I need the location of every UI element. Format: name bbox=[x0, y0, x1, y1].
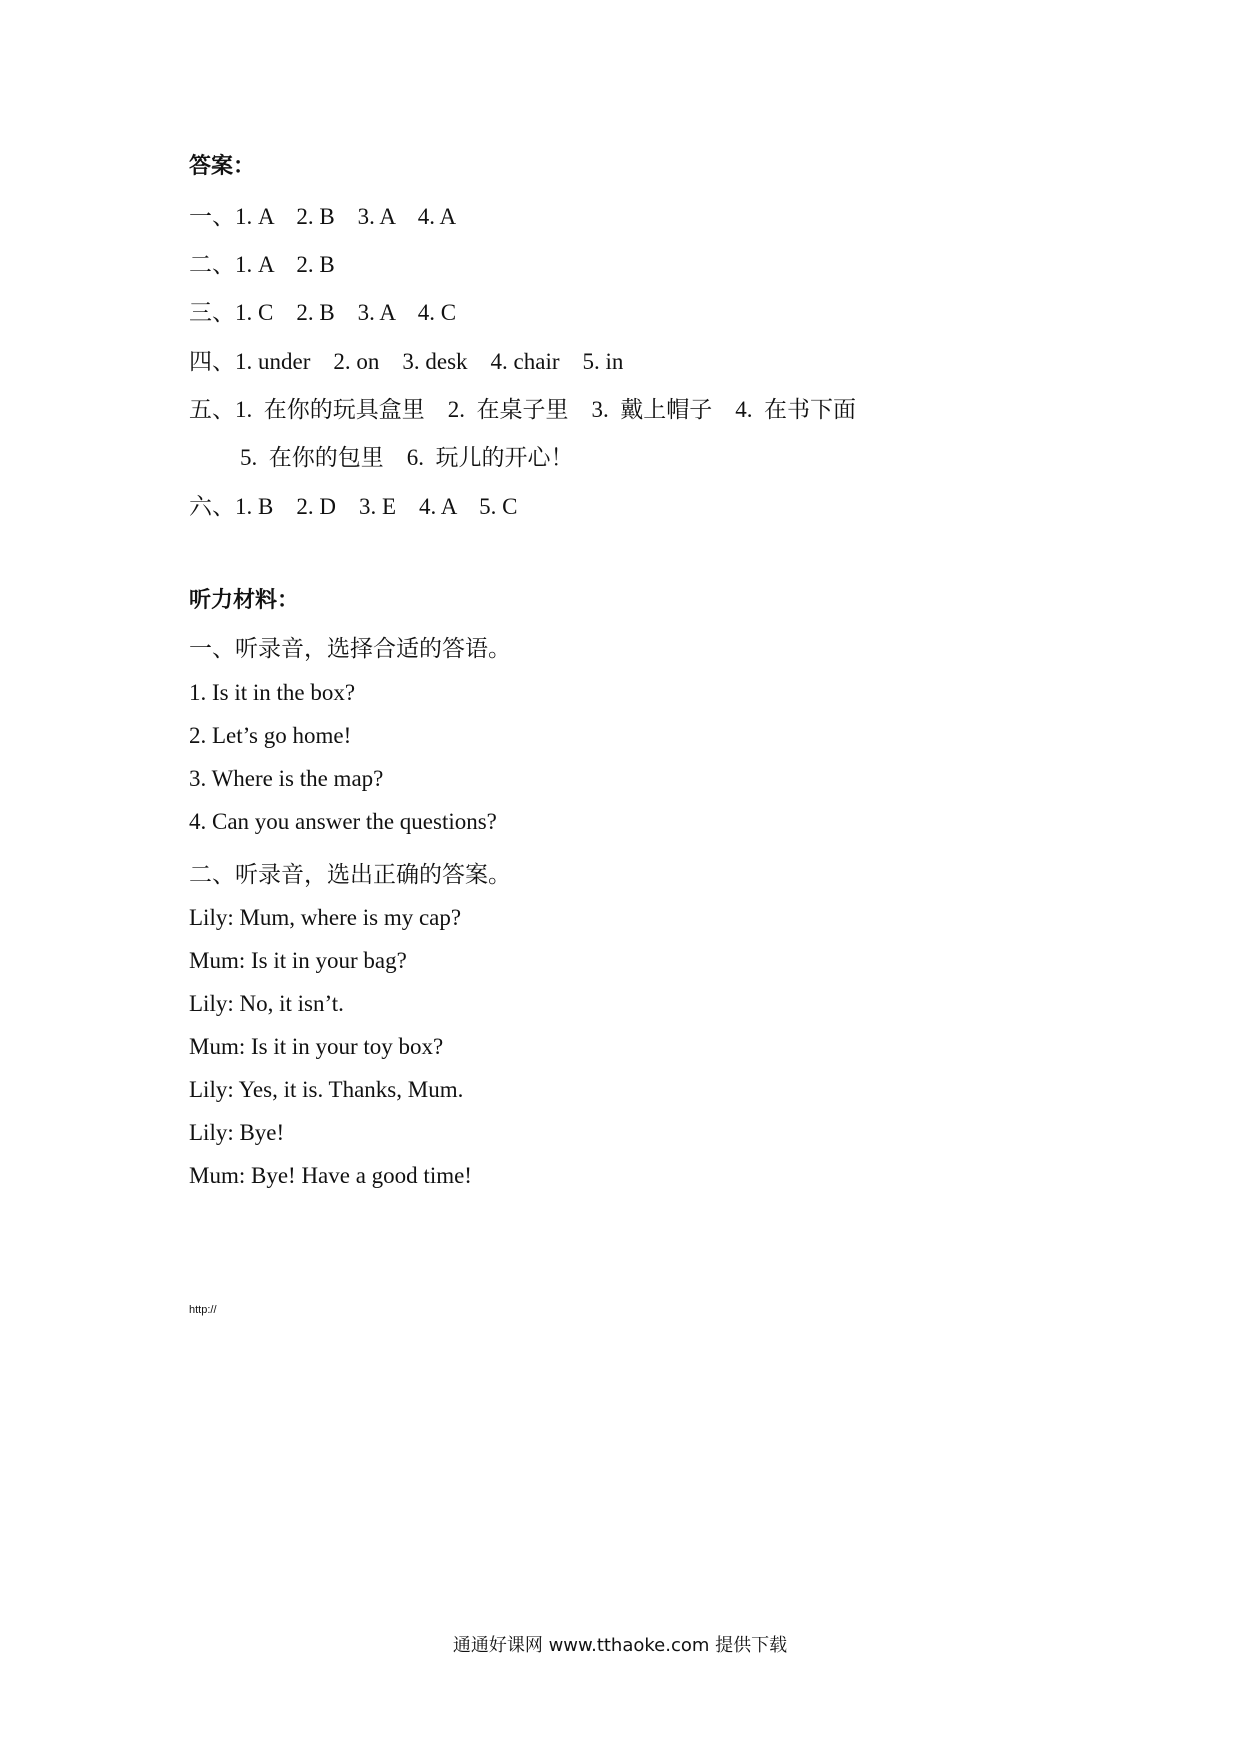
dialogue-line-4: Mum: Is it in your toy box? bbox=[189, 1034, 444, 1059]
dialogue-line-6: Lily: Bye! bbox=[189, 1120, 285, 1145]
listening-heading: 听力材料： bbox=[189, 588, 300, 613]
answer-line-5-continued: 5. 在你的包里 6. 玩儿的开心！ bbox=[240, 445, 574, 470]
answer-line-5: 五、1. 在你的玩具盒里 2. 在桌子里 3. 戴上帽子 4. 在书下面 bbox=[189, 397, 856, 422]
dialogue-line-7: Mum: Bye! Have a good time! bbox=[189, 1163, 472, 1188]
answer-line-3: 三、1. C 2. B 3. A 4. C bbox=[189, 300, 457, 325]
page-footer: 通通好课网 www.tthaoke.com 提供下载 bbox=[452, 1635, 788, 1656]
listening-section1-item-1: 1. Is it in the box? bbox=[189, 680, 356, 705]
url-text: http:// bbox=[189, 1304, 217, 1316]
answer-line-6: 六、1. B 2. D 3. E 4. A 5. C bbox=[189, 494, 518, 519]
listening-section2-title: 二、听录音，选出正确的答案。 bbox=[189, 862, 511, 887]
dialogue-line-3: Lily: No, it isn’t. bbox=[189, 991, 344, 1016]
dialogue-line-5: Lily: Yes, it is. Thanks, Mum. bbox=[189, 1077, 464, 1102]
listening-section1-item-2: 2. Let’s go home! bbox=[189, 723, 352, 748]
listening-section1-item-3: 3. Where is the map? bbox=[189, 766, 384, 791]
dialogue-line-2: Mum: Is it in your bag? bbox=[189, 948, 407, 973]
dialogue-line-1: Lily: Mum, where is my cap? bbox=[189, 905, 462, 930]
answers-heading: 答案： bbox=[189, 154, 256, 179]
listening-section1-item-4: 4. Can you answer the questions? bbox=[189, 809, 497, 834]
answer-line-2: 二、1. A 2. B bbox=[189, 252, 335, 277]
answer-line-4: 四、1. under 2. on 3. desk 4. chair 5. in bbox=[189, 349, 624, 374]
listening-section1-title: 一、听录音，选择合适的答语。 bbox=[189, 636, 511, 661]
answer-line-1: 一、1. A 2. B 3. A 4. A bbox=[189, 204, 457, 229]
